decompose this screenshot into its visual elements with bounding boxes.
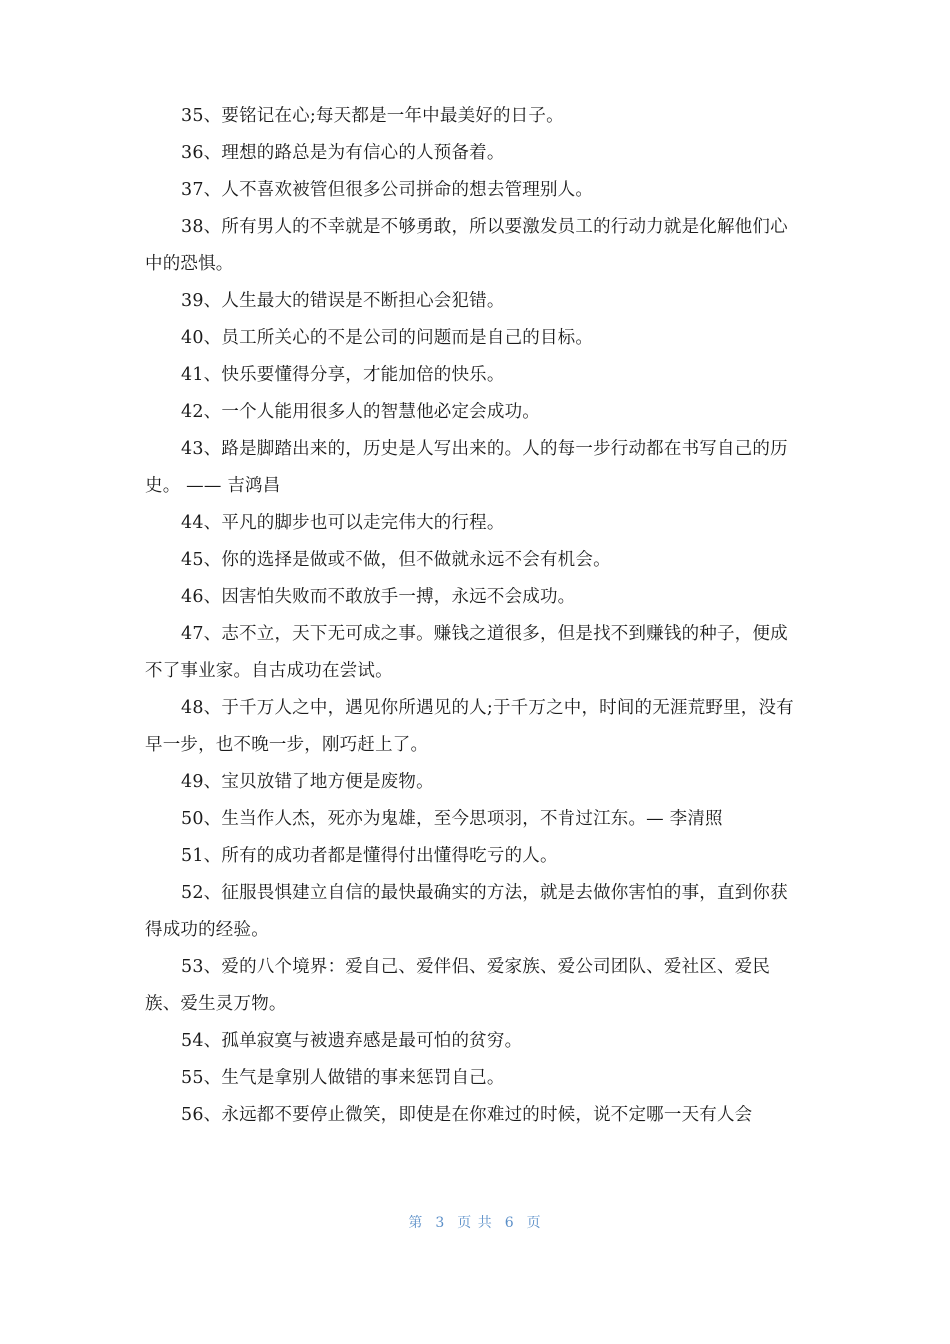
quote-42: 42、一个人能用很多人的智慧他必定会成功。	[181, 402, 540, 422]
quote-49: 49、宝贝放错了地方便是废物。	[181, 772, 434, 792]
quote-55: 55、生气是拿别人做错的事来惩罚自己。	[181, 1068, 505, 1088]
quote-54: 54、孤单寂寞与被遗弃感是最可怕的贫穷。	[181, 1031, 523, 1051]
quote-51: 51、所有的成功者都是懂得付出懂得吃亏的人。	[181, 846, 558, 866]
quote-43: 43、路是脚踏出来的，历史是人写出来的。人的每一步行动都在书写自己的历史。 —— 吉鸿昌	[145, 439, 788, 496]
quote-36: 36、理想的路总是为有信心的人预备着。	[181, 143, 505, 163]
quote-45: 45、你的选择是做或不做，但不做就永远不会有机会。	[181, 550, 611, 570]
quote-37: 37、人不喜欢被管但很多公司拼命的想去管理别人。	[181, 180, 594, 200]
footer-middle: 页 共	[457, 1215, 493, 1231]
quote-35: 35、要铭记在心;每天都是一年中最美好的日子。	[181, 106, 564, 126]
quote-44: 44、平凡的脚步也可以走完伟大的行程。	[181, 513, 505, 533]
page-footer	[0, 1212, 950, 1232]
quote-41: 41、快乐要懂得分享，才能加倍的快乐。	[181, 365, 505, 385]
footer-suffix: 页	[526, 1215, 542, 1231]
quote-38: 38、所有男人的不幸就是不够勇敢，所以要激发员工的行动力就是化解他们心中的恐惧。	[145, 217, 788, 274]
quote-48: 48、于千万人之中，遇见你所遇见的人;于千万之中，时间的无涯荒野里，没有早一步，也不晚一步，刚巧赶上了。	[145, 698, 794, 755]
quote-47: 47、志不立，天下无可成之事。赚钱之道很多，但是找不到赚钱的种子，便成不了事业家。自古成功在尝试。	[145, 624, 788, 681]
footer-prefix: 第	[408, 1215, 424, 1231]
quote-46: 46、因害怕失败而不敢放手一搏，永远不会成功。	[181, 587, 576, 607]
quote-53: 53、爱的八个境界：爱自己、爱伴侣、爱家族、爱公司团队、爱社区、爱民族、爱生灵万物。	[145, 957, 771, 1014]
quote-list	[145, 98, 800, 1134]
footer-total-pages: 6	[504, 1215, 515, 1231]
quote-50: 50、生当作人杰，死亦为鬼雄，至今思项羽，不肯过江东。— 李清照	[181, 809, 723, 829]
footer-current-page: 3	[435, 1215, 446, 1231]
quote-56: 56、永远都不要停止微笑，即使是在你难过的时候，说不定哪一天有人会	[181, 1105, 753, 1125]
quote-40: 40、员工所关心的不是公司的问题而是自己的目标。	[181, 328, 594, 348]
quote-39: 39、人生最大的错误是不断担心会犯错。	[181, 291, 505, 311]
quote-52: 52、征服畏惧建立自信的最快最确实的方法，就是去做你害怕的事，直到你获得成功的经验。	[145, 883, 788, 940]
